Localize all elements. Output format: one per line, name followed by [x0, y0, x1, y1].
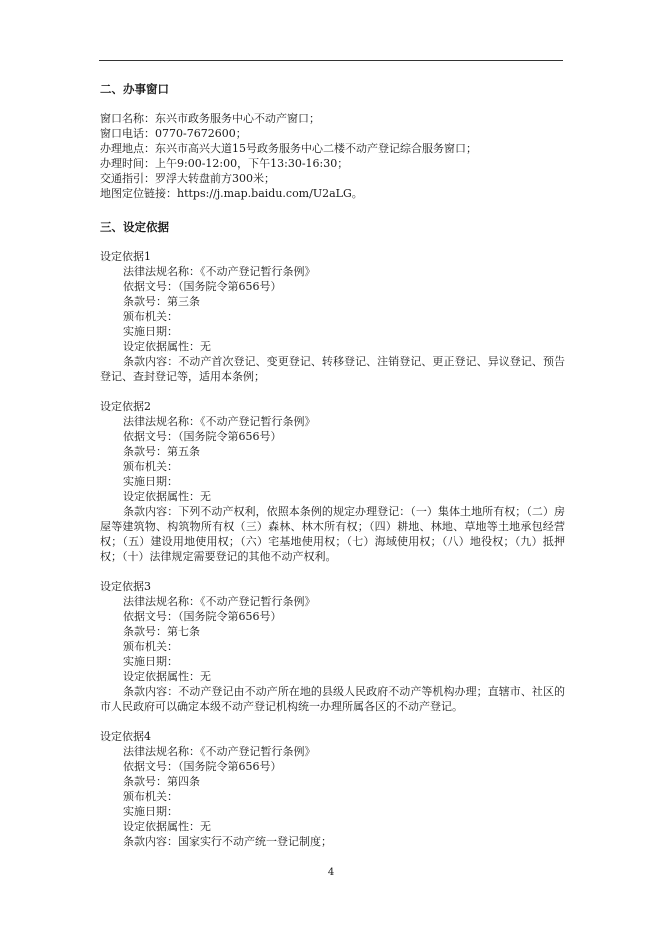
legal-basis-item — [100, 729, 565, 849]
basis-issuer: 颁布机关： — [123, 640, 178, 653]
basis-issuer: 颁布机关： — [123, 790, 178, 803]
basis-title: 设定依据3 — [100, 580, 151, 593]
basis-content: 条款内容：不动产登记由不动产所在地的县级人民政府不动产等机构办理；直辖市、社区的市人民政府可以确定本级不动产登记机构统一办理所属各区的不动产登记。 — [100, 685, 565, 713]
basis-law-name: 法律法规名称：《不动产登记暂行条例》 — [123, 265, 316, 278]
basis-date: 实施日期： — [123, 805, 178, 818]
basis-attribute: 设定依据属性：无 — [123, 820, 211, 833]
basis-content: 条款内容：不动产首次登记、变更登记、转移登记、注销登记、更正登记、异议登记、预告登记、查封登记等，适用本条例； — [100, 355, 565, 383]
section-legal-basis — [100, 219, 565, 849]
basis-issuer: 颁布机关： — [123, 460, 178, 473]
window-directions: 交通指引：罗浮大转盘前方300米； — [100, 172, 275, 185]
window-address: 办理地点：东兴市高兴大道15号政务服务中心二楼不动产登记综合服务窗口； — [100, 142, 477, 155]
document-body — [100, 81, 565, 849]
basis-attribute: 设定依据属性：无 — [123, 490, 211, 503]
basis-doc-number: 依据文号：（国务院令第656号） — [123, 430, 282, 443]
section-office-window — [100, 81, 565, 201]
basis-doc-number: 依据文号：（国务院令第656号） — [123, 610, 282, 623]
basis-clause: 条款号：第七条 — [123, 625, 200, 638]
legal-basis-item — [100, 249, 565, 384]
window-name: 窗口名称：东兴市政务服务中心不动产窗口； — [100, 112, 320, 125]
basis-title: 设定依据4 — [100, 730, 151, 743]
basis-law-name: 法律法规名称：《不动产登记暂行条例》 — [123, 415, 316, 428]
basis-title: 设定依据1 — [100, 250, 151, 263]
basis-doc-number: 依据文号：（国务院令第656号） — [123, 760, 282, 773]
basis-attribute: 设定依据属性：无 — [123, 340, 211, 353]
basis-attribute: 设定依据属性：无 — [123, 670, 211, 683]
basis-content: 条款内容：下列不动产权利，依照本条例的规定办理登记：（一）集体土地所有权；（二）房屋等建筑物、构筑物所有权（三）森林、林木所有权；（四）耕地、林地、草地等土地承包经营权；（五）建设用地使用权；（六）宅基地使用权；（七）海域使用权；（八）地役权；（九）抵押权；（十）法律规定需要登记的其他不动产权利。 — [100, 505, 565, 563]
basis-law-name: 法律法规名称：《不动产登记暂行条例》 — [123, 595, 316, 608]
window-phone: 窗口电话：0770-7672600； — [100, 127, 247, 140]
basis-date: 实施日期： — [123, 325, 178, 338]
basis-title: 设定依据2 — [100, 400, 151, 413]
basis-doc-number: 依据文号：（国务院令第656号） — [123, 280, 282, 293]
basis-date: 实施日期： — [123, 475, 178, 488]
header-rule — [99, 60, 563, 61]
legal-basis-item — [100, 579, 565, 714]
basis-content: 条款内容：国家实行不动产统一登记制度； — [123, 835, 332, 848]
basis-clause: 条款号：第五条 — [123, 445, 200, 458]
window-hours: 办理时间：上午9:00-12:00，下午13:30-16:30； — [100, 157, 349, 170]
page-number: 4 — [327, 867, 335, 878]
section-heading: 二、办事窗口 — [100, 82, 169, 96]
legal-basis-item — [100, 399, 565, 564]
basis-issuer: 颁布机关： — [123, 310, 178, 323]
basis-date: 实施日期： — [123, 655, 178, 668]
basis-clause: 条款号：第四条 — [123, 775, 200, 788]
section-heading: 三、设定依据 — [100, 220, 169, 234]
basis-law-name: 法律法规名称：《不动产登记暂行条例》 — [123, 745, 316, 758]
basis-clause: 条款号：第三条 — [123, 295, 200, 308]
window-map-link: 地图定位链接：https://j.map.baidu.com/U2aLG。 — [100, 187, 363, 200]
